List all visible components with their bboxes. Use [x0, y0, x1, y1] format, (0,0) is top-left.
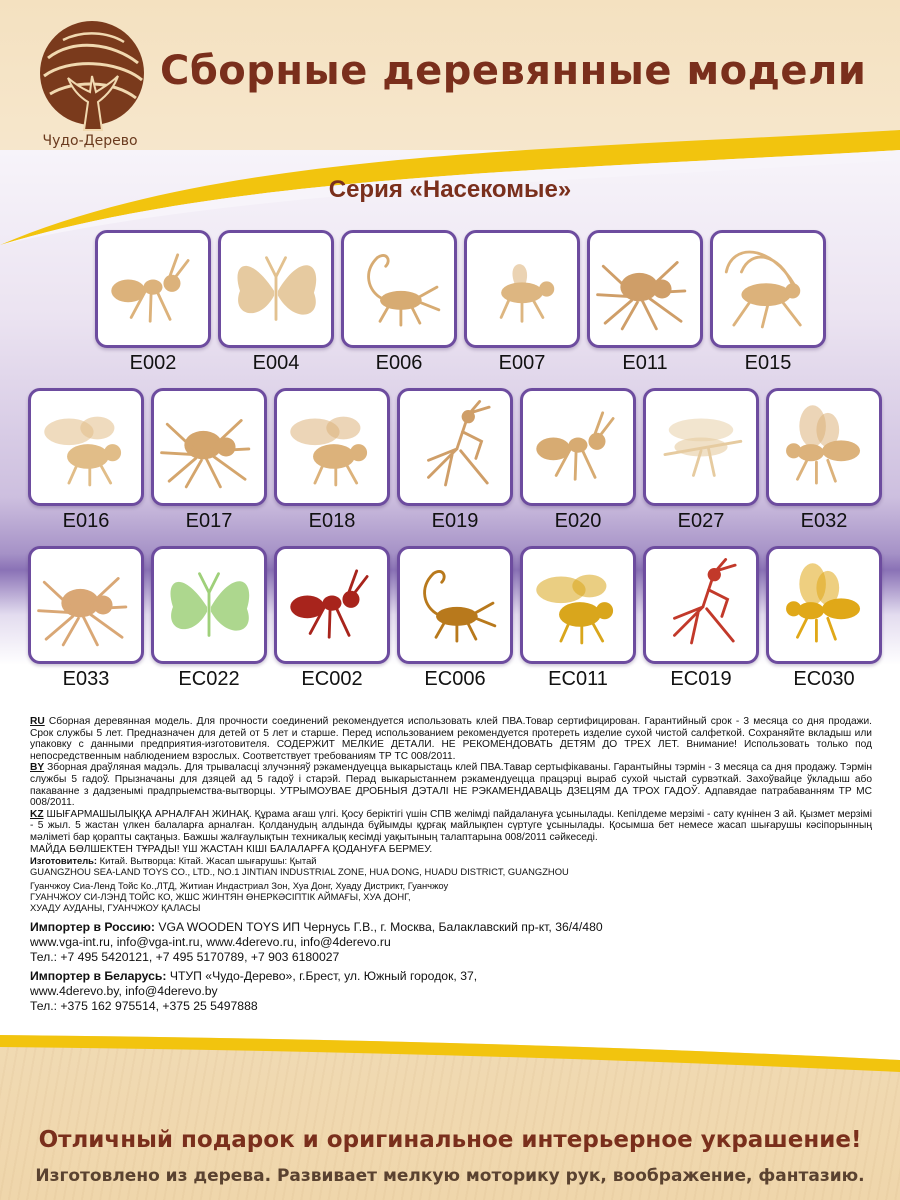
footer-swoosh	[0, 1020, 900, 1080]
product-card-e016	[28, 388, 144, 506]
product-code: E004	[252, 352, 300, 374]
importer-by-web: www.4derevo.by, info@4derevo.by	[30, 984, 218, 999]
product-card-e019	[397, 388, 513, 506]
product-card-e015	[710, 230, 826, 348]
product-card-e004	[218, 230, 334, 348]
product-code: EC002	[301, 668, 363, 690]
wasp-model-icon	[769, 549, 879, 661]
butterfly-model-icon	[154, 549, 264, 661]
spider-model-icon	[590, 233, 700, 345]
scorpion-model-icon	[344, 233, 454, 345]
lang-tag-by: BY	[30, 762, 45, 774]
product-card-ec019	[643, 546, 759, 664]
product-code: E016	[62, 510, 110, 532]
importer-by-tel: Тел.: +375 162 975514, +375 25 5497888	[30, 999, 258, 1014]
product-code: E020	[554, 510, 602, 532]
importer-by-label: Импортер в Беларусь:	[30, 969, 167, 984]
product-card-e033	[28, 546, 144, 664]
importer-ru-label: Импортер в Россию:	[30, 920, 155, 935]
product-card-ec006	[397, 546, 513, 664]
product-card-e007	[464, 230, 580, 348]
spider-model-icon	[154, 391, 264, 503]
maker-en: GUANGZHOU SEA-LAND TOYS CO., LTD., NO.1 JINTIAN INDUSTRIAL ZONE, HUA DONG, HUADU DISTRICT, GUANGZHOU	[30, 866, 569, 878]
footer-slogan: Отличный подарок и оригинальное интерьерное украшение!	[38, 1127, 862, 1153]
product-code: EC006	[424, 668, 486, 690]
product-code: E002	[129, 352, 177, 374]
product-code: E015	[744, 352, 792, 374]
product-card-e011	[587, 230, 703, 348]
importer-ru-web: www.vga-int.ru, info@vga-int.ru, www.4derevo.ru, info@4derevo.ru	[30, 935, 391, 950]
product-card-ec030	[766, 546, 882, 664]
importer-ru-tel: Тел.: +7 495 5420121, +7 495 5170789, +7 903 6180027	[30, 950, 340, 965]
product-card-ec002	[274, 546, 390, 664]
importer-ru-text: VGA WOODEN TOYS ИП Чернусь Г.В., г. Москва, Балаклавский пр-кт, 36/4/480	[154, 920, 603, 935]
product-card-e017	[151, 388, 267, 506]
product-code: EC019	[670, 668, 732, 690]
cricket-model-icon	[713, 233, 823, 345]
series-title: Серия «Насекомые»	[328, 176, 572, 203]
product-card-e002	[95, 230, 211, 348]
lang-tag-ru: RU	[30, 716, 45, 727]
product-code: E018	[308, 510, 356, 532]
spider-model-icon	[31, 549, 141, 661]
product-code: EC011	[548, 668, 608, 690]
product-card-ec011	[520, 546, 636, 664]
product-code: E019	[431, 510, 479, 532]
maker-ru: Гуанчжоу Сиа-Ленд Тойс Ко.,ЛТД, Житиан Индастриал Зон, Хуа Донг, Хуаду Дистрикт, Гуанчжоу	[30, 880, 449, 892]
maker-label: Изготовитель:	[30, 855, 98, 867]
maker-kz-2: ХУАДУ АУДАНЫ, ГУАНЧЖОУ ҚАЛАСЫ	[30, 902, 201, 914]
info-by: Зборная драўляная мадэль. Для трываласці злучэнняў рэкамендуецца выкарыстаць клей ПВА.Тавар сертыфікаваны. Гарантыйны тэрмін - 3 месяца са дня продажу. Тэрмін службы 5 гадоў. Прызначаны для дзяцей ад 5 гадоў і старэй. Перад выкарыстаннем рэкамендуецца працэрці выраб сухой чыстай сурвэткай. Захоўвайце ўкладыш або пакаванне з дадзенымі прадпрыемства-вытворцы. УТРЫМОУВАЕ ДРОБНЫЯ ДЭТАЛІ НЕ РЭКАМЕНДАВАЦЬ ДЗЕЦЯМ ДА ТРОХ ГАДОЎ. Адпавядае патрабаванням ТР МС 008/2011.	[30, 762, 872, 809]
maker-countries: Китай. Вытворца: Кітай. Жасап шығарушы: Қытай	[97, 855, 317, 867]
brand-name: Чудо-Дерево	[42, 133, 138, 149]
importer-belarus	[30, 969, 872, 1014]
fly-model-icon	[467, 233, 577, 345]
info-kz-warning: МАЙДА БӨЛШЕКТЕН ТҰРАДЫ! ҮШ ЖАСТАН КІШІ БАЛАЛАРҒА ҚОДАНУҒА БЕРМЕУ.	[30, 843, 433, 855]
mantis-model-icon	[646, 549, 756, 661]
product-code: E006	[375, 352, 423, 374]
dragonfly-model-icon	[646, 391, 756, 503]
info-kz: ШЫҒАРМАШЫЛЫҚҚА АРНАЛҒАН ЖИНАҚ. Құрама ағаш үлгі. Қосу беріктігі үшін СПВ желімді пайдалануға ұсынылады. Кепілдеме мерзімі - сату күнінен 3 ай. Қызмет мерзімі - 5 жыл. 5 жастан үлкен балаларға арналған. Қолданудың алдында бұйымды құрғақ майлықпен сүртуге ұсынылады. Қосымша бет немесе жасап шығарушы кәсіпорынның мәліметі бар қорапты сақтаңыз. Бажшы жалғаулықтын техникалық кесімді уақытының талаптарына 008/2011 сәйкеседі.	[30, 808, 872, 843]
ant-model-icon	[98, 233, 208, 345]
ant-model-icon	[277, 549, 387, 661]
product-card-e006	[341, 230, 457, 348]
product-code: E027	[677, 510, 725, 532]
product-code: E011	[622, 352, 668, 374]
page-title: Сборные деревянные модели	[160, 48, 867, 94]
product-code: E017	[185, 510, 233, 532]
importer-russia	[30, 920, 872, 965]
product-card-e018	[274, 388, 390, 506]
footer-tagline: Изготовлено из дерева. Развивает мелкую моторику рук, воображение, фантазию.	[35, 1166, 865, 1186]
wasp-model-icon	[769, 391, 879, 503]
product-code: EC022	[178, 668, 240, 690]
ant-model-icon	[523, 391, 633, 503]
bee-model-icon	[523, 549, 633, 661]
maker-kz-1: ГУАНЧЖОУ СИ-ЛЭНД ТОЙС КО, ЖШС ЖИНТЯН ӨНЕРКӘСІПТІК АЙМАҒЫ, ХУА ДОНГ,	[30, 891, 411, 903]
product-code: E033	[62, 668, 110, 690]
product-code: E032	[800, 510, 848, 532]
product-code: E007	[498, 352, 546, 374]
product-code: EC030	[793, 668, 855, 690]
product-card-e032	[766, 388, 882, 506]
info-ru: Сборная деревянная модель. Для прочности соединений рекомендуется использовать клей ПВА.Товар сертифицирован. Гарантийный срок - 3 месяца со дня продажи. Срок службы 5 лет. Предназначен для детей от 5 лет и старше. Перед использованием рекомендуется протереть изделие сухой чистой салфеткой. Сохраняйте вкладыш или упаковку с данными предприятия-изготовителя. СОДЕРЖИТ МЕЛКИЕ ДЕТАЛИ. НЕ РЕКОМЕНДОВАТЬ ДЕТЯМ ДО ТРЕХ ЛЕТ. Внимание! Использовать только под непосредственным наблюдением взрослых. Соответствует требованиям ТР ТС 008/2011.	[30, 716, 872, 762]
mantis-model-icon	[400, 391, 510, 503]
product-info	[30, 716, 872, 1014]
product-card-e027	[643, 388, 759, 506]
importer-by-text: ЧТУП «Чудо-Дерево», г.Брест, ул. Южный городок, 37,	[166, 969, 478, 984]
bee-model-icon	[277, 391, 387, 503]
scorpion-model-icon	[400, 549, 510, 661]
product-card-ec022	[151, 546, 267, 664]
lang-tag-kz: KZ	[30, 808, 44, 820]
bee-model-icon	[31, 391, 141, 503]
product-card-e020	[520, 388, 636, 506]
butterfly-model-icon	[221, 233, 331, 345]
